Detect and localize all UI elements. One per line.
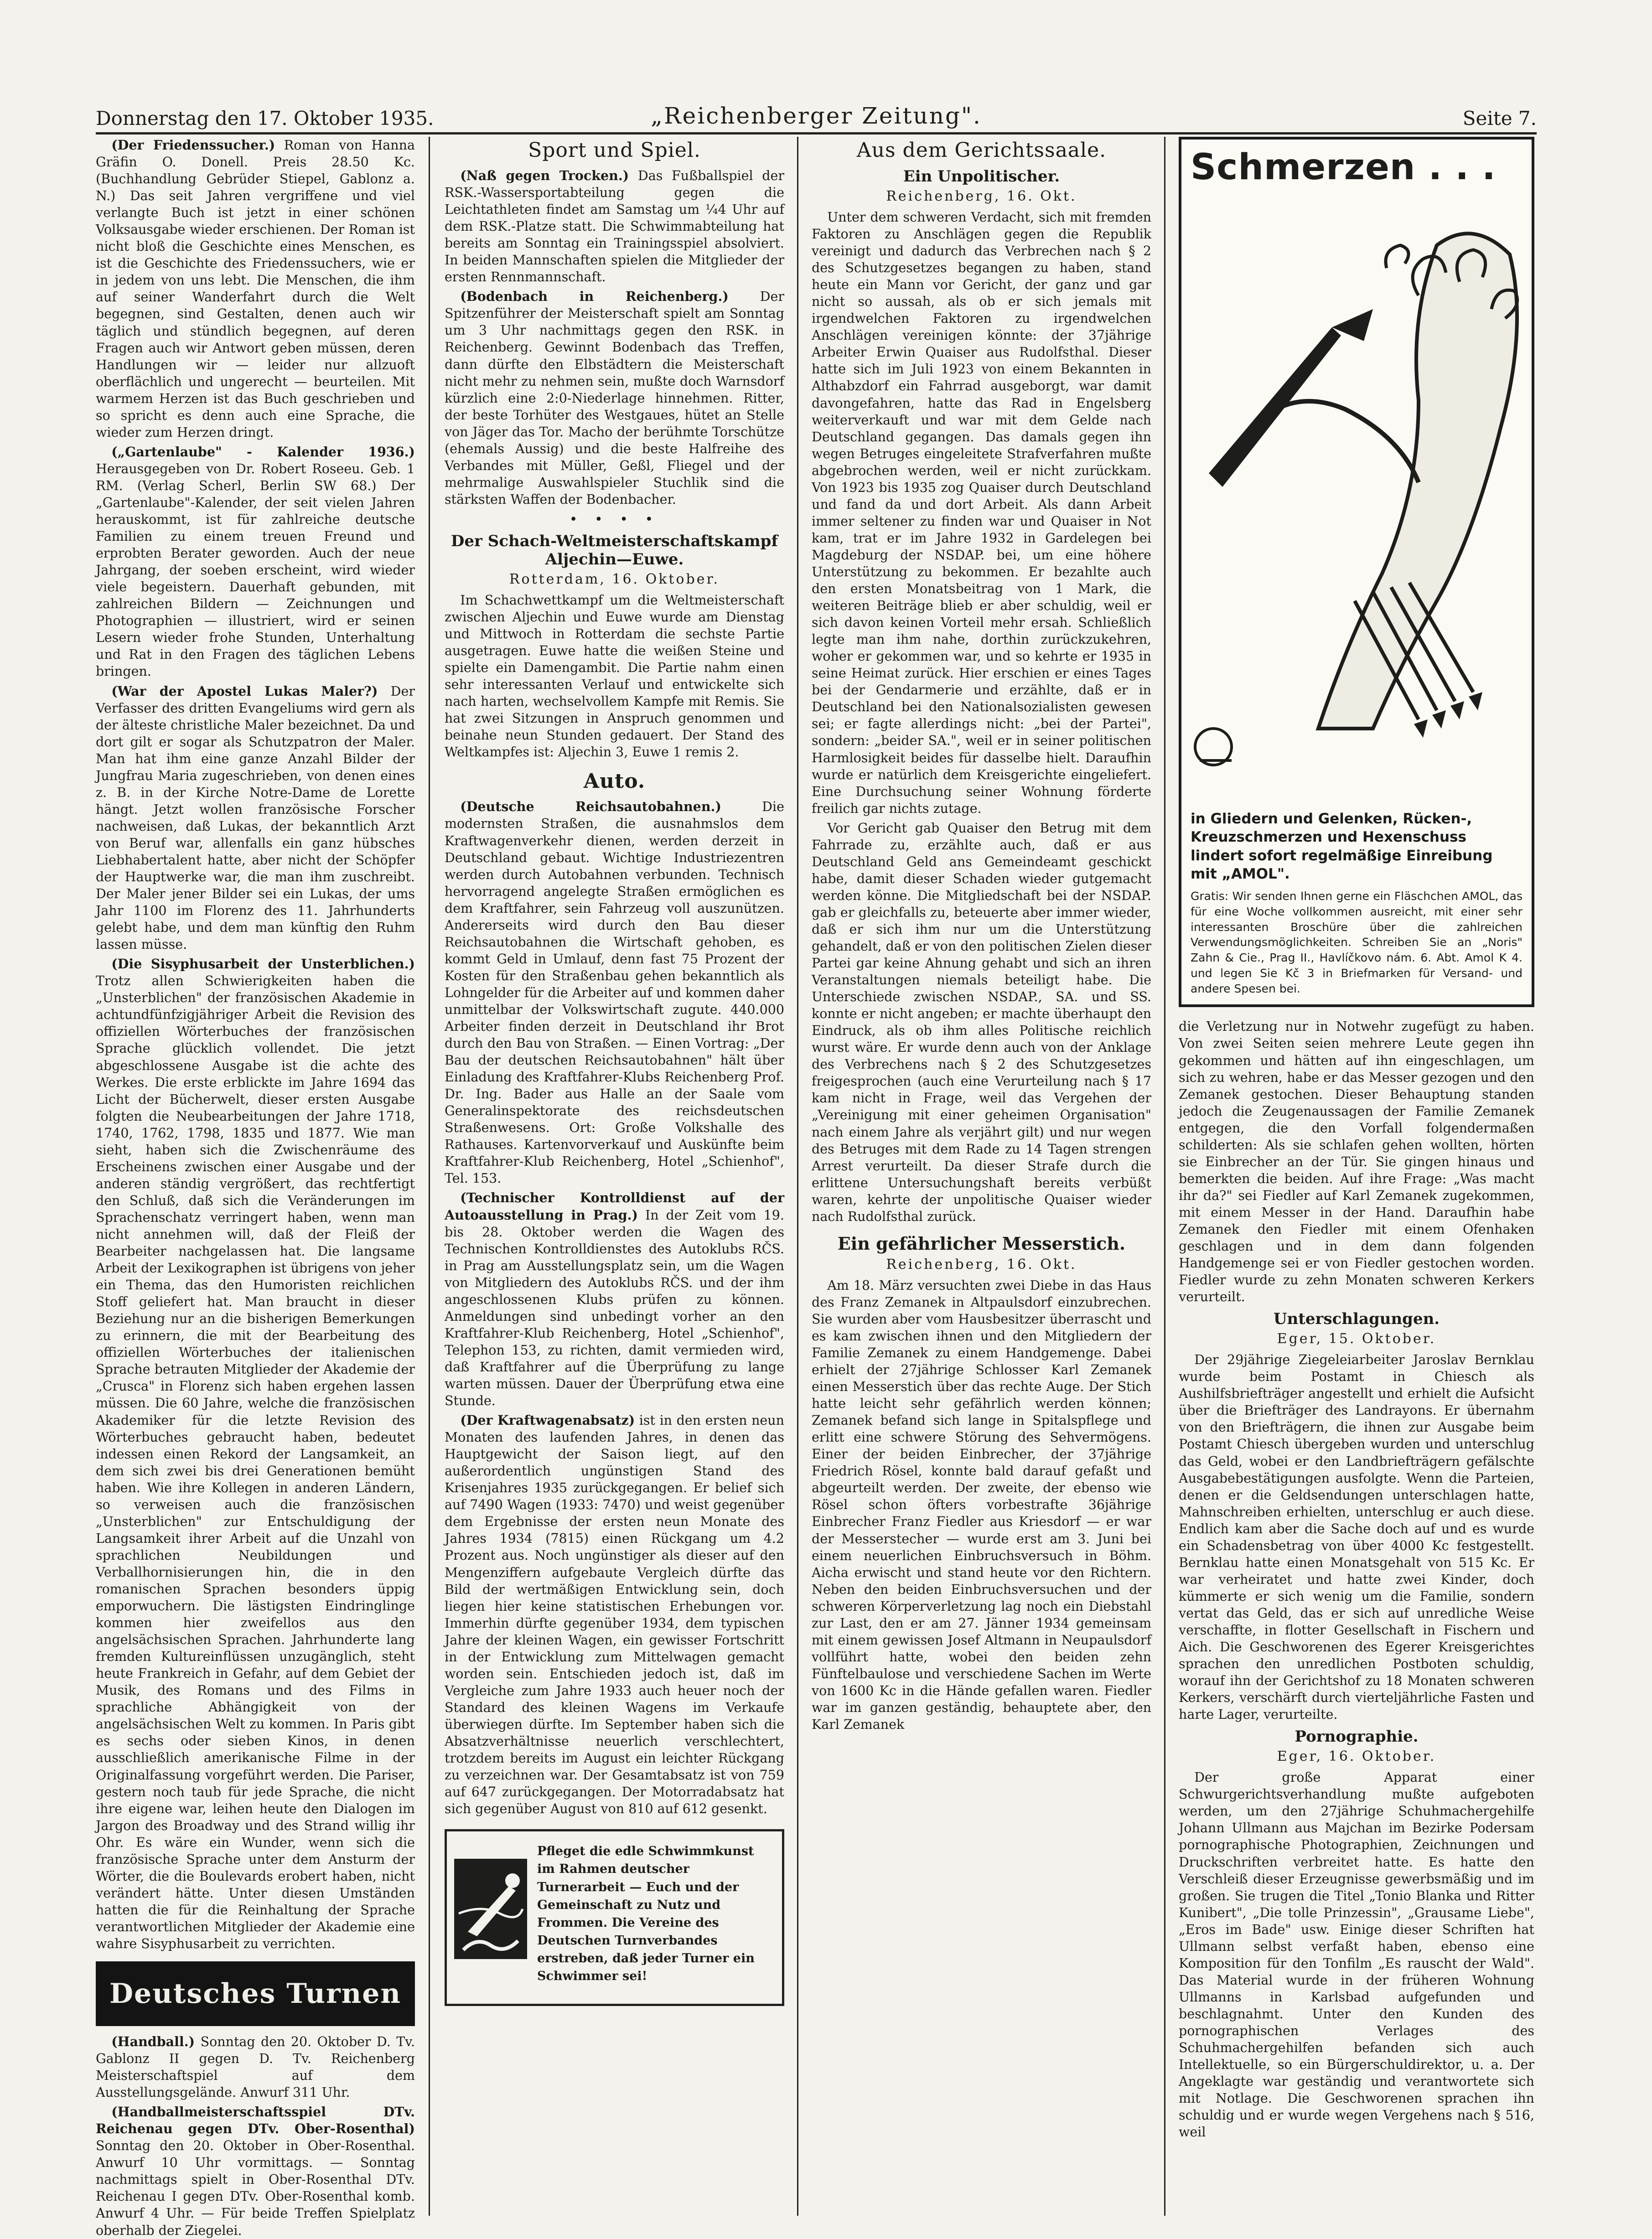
- article-text: Das Fußballspiel der RSK.-Wassersportabteilung gegen die Leichtathleten findet am Samstag um ¼4 Uhr auf dem RSK.-Platze statt. Die Schwimmabteilung hat bereits am Sonntag ein Trainingsspiel absolviert. In beiden Mannschaften spielen die Mitglieder der ersten Rennmannschaft.: [445, 168, 784, 285]
- article-text: die Verletzung nur in Notwehr zugefügt zu haben. Von zwei Seiten seien mehrere Leute gegen ihn gekommen und hätten auf ihn eingeschlagen, um sich zu wehren, habe er das Messer gezogen und den Zemanek gestochen. Dieser Behauptung standen jedoch die Zeugenaussagen der Familie Zemanek entgegen, die den Vorfall folgendermaßen schilderten: Als sie schlafen gehen wollten, hörten sie Einbrecher an der Tür. Sie gingen hinaus und bemerkten die beiden. Auf ihre Frage: „Was macht ihr da?" sei Fiedler auf Karl Zemanek zugekommen, mit einem Messer in der Hand. Daraufhin habe Zemanek den Fiedler mit einem Ofenhaken geschlagen und in dem dann folgenden Handgemenge sei er von Fiedler gestochen worden. Fiedler wurde zu zehn Monaten schweren Kerkers verurteilt.: [1179, 1019, 1534, 1305]
- article-text: Unter dem schweren Verdacht, sich mit fremden Faktoren zu Anschlägen gegen die Republik vereinigt und dadurch das Verbrechen nach § 2 des Schutzgesetzes begangen zu haben, stand heute ein Mann vor Gericht, der ganz und gar nicht so aussah, als ob er sich jemals mit irgendwelchen Faktoren zu irgendwelchen Anschlägen vereinigen könnte: der 37jährige Arbeiter Erwin Quaiser aus Rudolfsthal. Dieser hatte sich im Juli 1923 von einem Bekannten in Althabzdorf ein Fahrrad ausgeborgt, war damit davongefahren, hatte das Rad in Engelsberg weiterverkauft und war mit dem Gelde nach Deutschland gegangen. Das damals gegen ihn wegen Betruges eingeleitete Strafverfahren mußte abgebrochen werden, weil er nicht zurückkam. Von 1923 bis 1935 zog Quaiser durch Deutschland und fand da und dort Arbeit. Als dann Arbeit immer seltener zu finden war und Quaiser in Not kam, trat er im Jahre 1932 in Gardelegen bei Magdeburg der NSDAP. bei, um eine höhere Unterstützung zu bekommen. Er bezahlte auch den ersten Monatsbeitrag von 1 Mark, die weiteren Beiträge blieb er aber schuldig, weil er sich davon keinen Vorteil mehr ersah. Schließlich legte man ihm nahe, dorthin zurückzukehren, woher er gekommen war, und so kehrte er 1935 in seine Heimat zurück. Hier erschien er eines Tages bei der Gendarmerie und erzählte, daß er in Deutschland bei den Nationalsozialisten gewesen sei; er fagte allerdings nicht: „bei der Partei", sondern: „beider SA.", weil er in seiner politischen Harmlosigkeit beides für dasselbe hielt. Daraufhin wurde er natürlich dem Kreisgerichte eingeliefert. Eine Durchsuchung seiner Wohnung förderte freilich gar nichts zutage.: [812, 210, 1151, 816]
- pain-illustration: [1181, 191, 1532, 801]
- ad-claim: in Gliedern und Gelenken, Rücken-, Kreuzschmerzen und Hexenschuss lindert sofort regelmäßige Einreibung mit „AMOL".: [1191, 811, 1493, 882]
- article-text: Vor Gericht gab Quaiser den Betrug mit dem Fahrrade zu, erzählte auch, daß er aus Deutschland Geld ans Gemeindeamt geschickt habe, damit dieser Schaden wieder gutgemacht werden könne. Die Mitgliedschaft bei der NSDAP. gab er gleichfalls zu, beteuerte aber immer wieder, daß er sich ihm nur um die Unterstützung gehandelt, daß er von den politischen Zielen dieser Partei gar keine Ahnung gehabt und sich an ihren Veranstaltungen niemals beteiligt habe. Die Unterschiede zwischen NSDAP., SA. und SS. konnte er nicht angeben; er machte überhaupt den Eindruck, als ob ihm alles Politische reichlich wurst wäre. Er wurde denn auch von der Anklage des Verbrechens nach § 2 des Schutzgesetzes freigesprochen (auch eine Verurteilung nach § 17 kam nicht in Frage, weil das Vergehen der „Vereinigung mit einer geheimen Organisation" nach einem Jahre als verjährt gilt) und nur wegen des Betruges mit dem Rade zu 14 Tagen strengen Arrest verurteilt. Da dieser Strafe durch die erlittene Untersuchungshaft bereits verbüßt waren, kehrte der unpolitische Quaiser wieder nach Rudolfsthal zurück.: [812, 820, 1151, 1224]
- chess-dateline: Rotterdam, 16. Oktober.: [509, 571, 720, 587]
- amol-advertisement: [1179, 137, 1534, 1007]
- article-handball: [96, 2033, 415, 2239]
- column-1: [96, 137, 415, 2238]
- article-gartenlaube: [96, 444, 415, 680]
- article-lead: (Der Kraftwagenabsatz): [460, 1412, 635, 1428]
- article-text: Am 18. März versuchten zwei Diebe in das Haus des Franz Zemanek in Altpaulsdorf einzubrechen. Sie wurden aber vom Hausbesitzer überrascht und es kam zwischen ihnen und den Mitgliedern der Familie Zemanek zu einem Handgemenge. Dabei erhielt der 27jährige Schlosser Karl Zemanek einen Messerstich über das rechte Auge. Der Stich hatte leicht sehr gefährlich werden können; Zemanek befand sich lange in Spitalspflege und erlitt eine schwere Störung des Sehvermögens. Einer der beiden Einbrecher, der 37jährige Friedrich Rösel, konnte bald darauf gefaßt und abgeurteilt werden. Der zweite, der ebenso wie Rösel schon öfters vorbestrafte 36jährige Einbrecher Franz Fiedler aus Kriesdorf — er war der Messerstecher — wurde erst am 3. Juni bei einem neuerlichen Einbruchsversuch in Böhm. Aicha erwischt und stand heute vor den Richtern. Neben den beiden Einbruchsversuchen und der schweren Körperverletzung lag noch ein Diebstahl zur Last, den er am 27. Jänner 1934 gemeinsam mit einem gewissen Josef Altmann in Neupaulsdorf vollführt hatte, wobei den beiden zehn Fünftelbaulose und verschiedene Sachen im Werte von 1600 Kc in die Hände gefallen waren. Fiedler war im ganzen geständig, behauptete aber, den Karl Zemanek: [812, 1277, 1151, 1732]
- section-heading-auto: Auto.: [583, 770, 646, 793]
- article-lead: („Gartenlaube" - Kalender 1936.): [111, 444, 415, 460]
- section-heading-sport: Sport und Spiel.: [528, 139, 701, 162]
- case-dateline: Reichenberg, 16. Okt.: [886, 188, 1077, 204]
- case-dateline: Eger, 15. Oktober.: [1277, 1331, 1436, 1347]
- ad-title: Schmerzen . . .: [1191, 147, 1496, 188]
- article-lead: (Deutsche Reichsautobahnen.): [460, 799, 721, 815]
- article-pornographie: [1179, 1769, 1534, 2141]
- header-rule: [96, 132, 1537, 134]
- article-bodenbach: [445, 288, 784, 508]
- article-kraftwagenabsatz: [445, 1412, 784, 1817]
- column-4: [1179, 137, 1534, 2220]
- article-text: Roman von Hanna Gräfin O. Donell. Preis 28.50 Kc. (Buchhandlung Gebrüder Stiepel, Gablonz a. N.) Das seit Jahren vergriffene und viel verlangte Buch ist jetzt in einer schönen Volksausgabe wieder erschienen. Der Roman ist nicht bloß die Geschichte eines Menschen, es ist die Geschichte des Friedenssuchers, wie er in jedem von uns lebt. Die Menschen, die ihm auf seiner Wanderfahrt durch die Welt begegnen, sind Gestalten, denen auch wir täglich und stündlich begegnen, auf deren Fragen auch wir Antwort geben müssen, deren Handlungen wir — leider nur allzuoft oberflächlich und ungerecht — beurteilen. Mit warmem Herzen ist das Buch geschrieben und so spricht es denn auch eine Sprache, die wieder zum Herzen dringt.: [96, 138, 415, 440]
- article-text: Sonntag den 20. Oktober in Ober-Rosenthal. Anwurf 10 Uhr vormittags. — Sonntag nachmittags spielt in Ober-Rosenthal DTv. Reichenau I gegen DTv. Ober-Rosenthal komb. Anwurf 4 Uhr. — Für beide Treffen Spielplatz oberhalb der Ziegelei.: [96, 2138, 415, 2238]
- article-text: Die modernsten Straßen, die ausnahmslos dem Kraftwagenverkehr dienen, werden derzeit in Deutschland gebaut. Wichtige Industriezentren werden durch Autobahnen verbunden. Technisch hervorragend angelegte Straßen ermöglichen es dem Kraftfahrer, sein Fahrzeug voll auszunützen. Andererseits wird durch den Bau dieser Reichsautobahnen die Wirtschaft gehoben, es kommt Geld in Umlauf, denn fast 75 Prozent der Kosten für den Straßenbau gehen bekanntlich als Lohngelder für die Arbeiter auf und kommen daher unmittelbar der Volkswirtschaft zugute. 440.000 Arbeiter finden derzeit in Deutschland ihr Brot durch den Bau von Straßen. — Einen Vortrag: „Der Bau der deutschen Reichsautobahnen" hält über Einladung des Kraftfahrer-Klubs Reichenberg Prof. Dr. Ing. Bader aus Halle an der Saale vom Generalinspektorate des reichsdeutschen Straßenwesens. Ort: Große Volkshalle des Rathauses. Kartenvorverkauf und Auskünfte beim Kraftfahrer-Klub Reichenberg, Hotel „Schienhof", Tel. 153.: [445, 799, 784, 1186]
- ad-offer-text: Gratis: Wir senden Ihnen gerne ein Fläschchen AMOL, das für eine Woche vollkommen ausreicht, mit einer sehr interessanten Broschüre über die zahlreichen Verwendungsmöglichkeiten. Schreiben Sie an „Noris" Zahn & Cie., Prag II., Havlíčkovo nám. 6. Abt. Amol K 4. und legen Sie Kč 3 in Briefmarken für Versand- und andere Spesen bei.: [1191, 889, 1523, 995]
- case-headline-unterschlagungen: Unterschlagungen.: [1273, 1310, 1440, 1329]
- article-text: Trotz allen Schwierigkeiten haben die „Unsterblichen" der französischen Akademie in achtundfünfzigjähriger Arbeit die Revision des offiziellen Wörterbuches der französischen Sprache glücklich vollendet. Die jetzt abgeschlossene Ausgabe ist die achte des Werkes. Die erste erblickte im Jahre 1694 das Licht der Bücherwelt, dieser ersten Ausgabe folgten die Neubearbeitungen der Jahre 1718, 1740, 1762, 1798, 1835 und 1877. Wie man sieht, haben sich die Zwischenräume des Erscheinens zwischen einer Ausgabe und der anderen ständig vergrößert, das rechtfertigt den Schluß, daß sich die Veränderungen im Sprachenschatz verringert haben, wenn man nicht annehmen will, daß der Fleiß der Bearbeiter nachgelassen hat. Die langsame Arbeit der Lexikographen ist übrigens von jeher ein Thema, das den Humoristen reichlichen Stoff geliefert hat. Man braucht in dieser Beziehung nur an die bisherigen Bemerkungen zu erinnern, die mit der Bearbeitung des offiziellen Wörterbuches der italienischen Sprache betrauten Mitglieder der Akademie der „Crusca" in Florenz sich haben ergehen lassen müssen. Die 60 Jahre, welche die französischen Akademiker für die letzte Revision des Wörterbuches gebraucht haben, bedeutet indessen einen Rekord der Langsamkeit, an dem sich zwei bis drei Generationen bemüht haben. Wie ihre Kollegen in anderen Ländern, so verweisen auch die französischen „Unsterblichen" zur Entschuldigung der Langsamkeit ihrer Arbeit auf die Unzahl von sprachlichen Neubildungen und Verballhornisierungen hin, die in den romanischen Sprachen besonders üppig emporwuchern. Die lästigsten Eindringlinge kommen hier zweifellos aus den angelsächsischen Sprachen. Jahrhunderte lang fremden Kultureinflüssen unzugänglich, steht heute Frankreich in Gefahr, auf dem Gebiet der Musik, des Romans und des Films in sprachliche Abhängigkeit von der angelsächsischen Welt zu kommen. In Paris gibt es sechs oder sieben Kinos, in denen ausschließlich amerikanische Filme in der Originalfassung vorgeführt werden. Die Pariser, gestern noch taub für jede Sprache, die nicht ihre eigene war, leihen heute den Dialogen im Jargon des Broadway und des Strand willig ihr Ohr. Es wäre ein Wunder, wenn sich die französische Sprache unter dem Ansturm der Wörter, die die Boulevards erobert haben, nicht verändert hätte. Unter diesen Umständen hatten die für die Reinhaltung der Sprache verantwortlichen Mitglieder der Akademie eine wahre Sisyphusarbeit zu verrichten.: [96, 973, 415, 1951]
- header-page-number: Seite 7.: [1462, 107, 1537, 129]
- section-heading-court: Aus dem Gerichtssaale.: [856, 139, 1107, 162]
- article-lead: (Der Friedenssucher.): [111, 137, 275, 153]
- column-2: [445, 137, 784, 2220]
- case-dateline: Eger, 16. Oktober.: [1277, 1748, 1436, 1765]
- article-text: Sonntag den 20. Oktober D. Tv. Gablonz II gegen D. Tv. Reichenberg Meisterschaftspiel auf dem Ausstellungsgelände. Anwurf 311 Uhr.: [96, 2034, 415, 2100]
- header-date: Donnerstag den 17. Oktober 1935.: [96, 107, 434, 129]
- column-3: [812, 137, 1151, 2220]
- article-messerstich-continued: [1179, 1018, 1534, 1305]
- article-text: Der große Apparat einer Schwurgerichtsverhandlung mußte aufgeboten werden, um den 27jährige Schuhmachergehilfe Johann Ullmann aus Majchan im Bezirke Podersam pornographische Photographien, Zeichnungen und Druckschriften verbreitet hatte. Es hatte den Verschleiß dieser Erzeugnisse gewerbsmäßig und im großen. Sie trugen die Titel „Tonio Blanka und Ritter Kunibert", „Die tolle Prinzessin", „Grausame Liebe", „Eros im Bade" usw. Einige dieser Schriften hat Ullmann selbst verfaßt haben, ebenso eine Komposition für den Tonfilm „Es rauscht der Wald". Das Material wurde in der früheren Wohnung Ullmanns in Karlsbad aufgefunden und beschlagnahmt. Unter den Kunden des pornographischen Verlages des Schuhmachergehilfen befanden sich auch Intellektuelle, so ein Bürgerschuldirektor, u. a. Der Angeklagte war geständig und verantwortete sich mit Notlage. Die Geschworenen sprachen ihn schuldig und er wurde wegen Vergehens nach § 516, weil: [1179, 1770, 1534, 2140]
- swimming-ad-text: Pfleget die edle Schwimmkunst im Rahmen deutscher Turnerarbeit — Euch und der Gemeinschaft zu Nutz und Frommen. Die Vereine des Deutschen Turnverbandes erstreben, daß jeder Turner ein Schwimmer sei!: [537, 1844, 755, 1984]
- article-nass-gegen-trocken: [445, 167, 784, 285]
- article-text: Herausgegeben von Dr. Robert Roseeu. Geb. 1 RM. (Verlag Scherl, Berlin SW 68.) Der „Gartenlaube"-Kalender, der seit vielen Jahren herauskommt, ist für zahlreiche deutsche Familien zu einem treuen Freund und erprobten Berater geworden. Auch der neue Jahrgang, der soeben erscheint, wird wieder viele begeistern. Dauerhaft gebunden, mit zahlreichen Bildern — Zeichnungen und Photographien — illustriert, wird er seinen Lesern wieder frohe Stunden, Unterhaltung und Rat in den Fragen des täglichen Lebens bringen.: [96, 461, 415, 679]
- case-headline-unpolitischer: Ein Unpolitischer.: [903, 167, 1060, 186]
- article-friedenssucher: [96, 137, 415, 441]
- article-text: ist in den ersten neun Monaten des laufenden Jahres, in denen das Hauptgewicht der Saison liegt, auf den außerordentlich ungünstigen Stand des Krisenjahres 1935 zurückgegangen. Er belief sich auf 7490 Wagen (1933: 7470) und weist gegenüber dem Ergebnisse der ersten neun Monate des Jahres 1934 (7815) einen Rückgang um 4.2 Prozent aus. Noch ungünstiger als dieser auf den Mengenziffern aufgebaute Vergleich dürfte das Bild der wertmäßigen Entwicklung sein, doch liegen hier keine statistischen Erhebungen vor. Immerhin dürfte gegenüber 1934, dem typischen Jahre der kleinen Wagen, ein gewisser Fortschritt in der Entwicklung zum Mittelwagen gemacht worden sein. Entschieden jedoch ist, daß im Vergleiche zum Jahre 1933 auch heuer noch der Standard des kleinen Wagens im Verkaufe überwiegen dürfte. Im September haben sich die Absatzverhältnisse neuerlich verschlechtert, trotzdem bereits im August ein leichter Rückgang zu verzeichnen war. Der Gesamtabsatz ist von 759 auf 647 zurückgegangen. Der Motorradabsatz hat sich gegenüber August von 810 auf 612 gesenkt.: [445, 1413, 784, 1817]
- article-text: Der Spitzenführer der Meisterschaft spielt am Sonntag um 3 Uhr nachmittags gegen den RSK. in Reichenberg. Gewinnt Bodenbach das Treffen, dann dürfte den Elbstädtern die Meisterschaft nicht mehr zu nehmen sein, mußte doch Warnsdorf kürzlich eine 2:0-Niederlage hinnehmen. Ritter, der beste Torhüter des Westgaues, hütet an Stelle von Jäger das Tor. Macho der berühmte Torschütze (ehemals Aussig) und die beste Halfreihe des Verbandes mit Müller, Geßl, Fliegel und der mehrmalige Auswahlspieler Stuchlik sind die stärksten Waffen der Bodenbacher.: [445, 289, 784, 507]
- swimming-ad: [445, 1829, 784, 2006]
- deutsches-turnen-banner: [96, 1961, 415, 2026]
- header-newspaper-title: „Reichenberger Zeitung".: [651, 103, 982, 129]
- article-lead: (Handballmeisterschaftsspiel DTv. Reichenau gegen DTv. Ober-Rosenthal): [96, 2104, 415, 2137]
- article-kontrolldienst: [445, 1189, 784, 1409]
- article-lead: (Technischer Kontrolldienst auf der Autoausstellung in Prag.): [445, 1190, 784, 1223]
- case-headline-messerstich: Ein gefährlicher Messerstich.: [837, 1233, 1126, 1254]
- chess-headline: Der Schach-Weltmeisterschaftskampf Aljechin—Euwe.: [451, 532, 778, 569]
- case-dateline: Reichenberg, 16. Okt.: [886, 1256, 1077, 1272]
- article-unterschlagungen: [1179, 1351, 1534, 1723]
- column-rule: [1164, 137, 1165, 2216]
- column-rule: [797, 137, 798, 2216]
- article-text: Der 29jährige Ziegeleiarbeiter Jaroslav Bernklau wurde beim Postamt in Chiesch als Aushilfsbriefträger angestellt und erhielt die Aufsicht über die Briefträger des Landrayons. Er übernahm von den Briefträgern, die ihnen zur Ausgabe beim Postamt Chiesch übergeben wurden und unterschlug das Geld, wobei er den Landbriefträgern gefälschte Ausgabebestätigungen ausfolgte. Wenn die Parteien, denen er die Geldsendungen unterschlagen hatte, Mahnschreiben erhielten, unterschlug er auch diese. Endlich kam aber die Sache doch auf und es wurde ein Schadensbetrag von über 4000 Kc festgestellt. Bernklau hatte einen Monatsgehalt von 515 Kc. Er war verheiratet und hatte zwei Kinder, doch kümmerte er sich wenig um die Familie, sondern vertat das Geld, das er sich auf unredliche Weise verschaffte, in flotter Gesellschaft in Fischern und Aich. Die Geschworenen des Egerer Kreisgerichtes sprachen den unredlichen Postboten schuldig, worauf ihn der Gerichtshof zu 18 Monaten schweren Kerkers, verschärft durch vierteljährliche Fasten und harte Lager, verurteilte.: [1179, 1352, 1534, 1722]
- article-text: Der Verfasser des dritten Evangeliums wird gern als der älteste christliche Maler bezeichnet. Da und dort gilt er sogar als Schutzpatron der Maler. Man hat ihm eine ganze Anzahl Bilder der Jungfrau Maria zugeschrieben, von denen eines z. B. in der Kirche Notre-Dame de Lorette hängt. Jetzt wollen französische Forscher nachweisen, daß Lukas, der bekanntlich Arzt von Beruf war, allenfalls ein ganz hübsches Liebhabertalent hatte, aber nicht der Schöpfer der Hauptwerke war, die man ihm zuschreibt. Der Maler jener Bilder sei ein Lukas, der ums Jahr 1100 im Florenz des 11. Jahrhunderts gelebt habe, und dem man künftig den Ruhm lassen müsse.: [96, 683, 415, 952]
- article-reichsautobahnen: [445, 798, 784, 1187]
- swimmer-illustration: [454, 1859, 527, 1959]
- article-chess: [445, 592, 784, 760]
- article-sisyphusarbeit: [96, 956, 415, 1952]
- banner-text: Deutsches Turnen: [109, 1978, 402, 2010]
- article-text: Im Schachwettkampf um die Weltmeisterschaft zwischen Aljechin und Euwe wurde am Dienstag und Mittwoch in Rotterdam die sechste Partie ausgetragen. Euwe hatte die weißen Steine und spielte ein Damengambit. Die Partie nahm einen sehr interessanten Verlauf und entwickelte sich nach harten, wechselvollem Kampfe mit Remis. Sie hat zwei Sitzungen in Anspruch genommen und beinahe neun Stunden gedauert. Der Stand des Weltkampfes ist: Aljechin 3, Euwe 1 remis 2.: [445, 592, 784, 760]
- article-lukas: [96, 683, 415, 953]
- case-headline-pornographie: Pornographie.: [1295, 1727, 1419, 1746]
- article-unpolitischer: [812, 209, 1151, 1225]
- article-lead: (Bodenbach in Reichenberg.): [460, 289, 729, 305]
- column-rule: [429, 137, 430, 2216]
- article-text: In der Zeit vom 19. bis 28. Oktober werden die Wagen des Technischen Kontrolldienstes des Autoklubs RČS. in Prag am Ausstellungsplatz sein, um die Wagen von Mitgliedern des Autoklubs RČS. und der ihm angeschlossenen Klubs prüfen zu können. Anmeldungen sind unbedingt vorher an den Kraftfahrer-Klub Reichenberg, Hotel „Schienhof", Telephon 153, zu richten, damit vermieden wird, daß Kraftfahrer auf die Überprüfung zu lange warten müssen. Dauer der Überprüfung etwa eine Stunde.: [445, 1207, 784, 1409]
- article-messerstich: [812, 1277, 1151, 1733]
- section-separator: • • • •: [569, 511, 660, 527]
- article-lead: (Die Sisyphusarbeit der Unsterblichen.): [111, 956, 415, 972]
- article-lead: (Naß gegen Trocken.): [460, 168, 629, 183]
- article-lead: (Handball.): [111, 2034, 195, 2050]
- article-lead: (War der Apostel Lukas Maler?): [111, 683, 378, 699]
